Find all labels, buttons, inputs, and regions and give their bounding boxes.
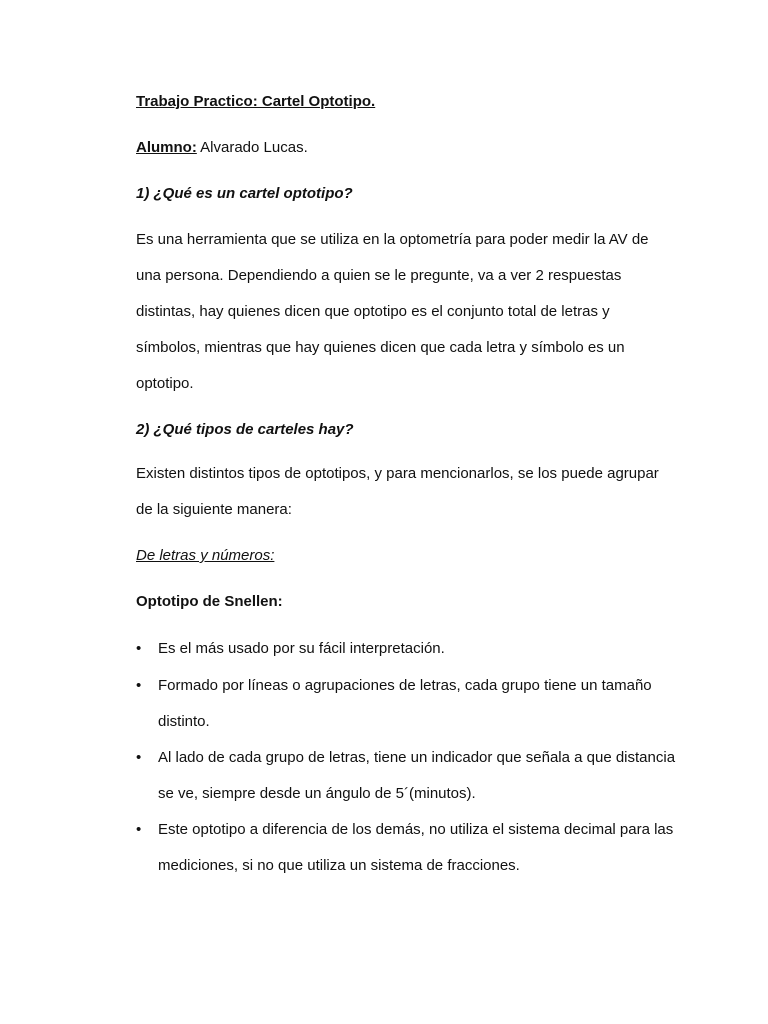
list-item-text: distinto. [158, 713, 210, 730]
q2-paragraph-line: de la siguiente manera: [136, 501, 292, 518]
q1-paragraph-line: Es una herramienta que se utiliza en la optometría para poder medir la AV de [136, 231, 649, 248]
bullet-icon: • [136, 640, 142, 657]
q1-paragraph-line: una persona. Dependiendo a quien se le pregunte, va a ver 2 respuestas [136, 267, 622, 284]
subsection-heading: Optotipo de Snellen: [136, 593, 283, 610]
section-heading: De letras y números: [136, 547, 275, 564]
q1-paragraph-line: símbolos, mientras que hay quienes dicen que cada letra y símbolo es un [136, 339, 625, 356]
question-1-heading: 1) ¿Qué es un cartel optotipo? [136, 185, 353, 202]
list-item-text: Este optotipo a diferencia de los demás, no utiliza el sistema decimal para las [158, 821, 674, 838]
list-item-text: Formado por líneas o agrupaciones de letras, cada grupo tiene un tamaño [158, 677, 652, 694]
question-2-heading: 2) ¿Qué tipos de carteles hay? [136, 421, 354, 438]
bullet-icon: • [136, 749, 142, 766]
student-name: Alvarado Lucas. [196, 139, 308, 156]
list-item-text: se ve, siempre desde un ángulo de 5´(minutos). [158, 785, 476, 802]
list-item-text: mediciones, si no que utiliza un sistema de fracciones. [158, 857, 520, 874]
bullet-icon: • [136, 677, 142, 694]
q1-paragraph-line: distintas, hay quienes dicen que optotipo es el conjunto total de letras y [136, 303, 610, 320]
student-label: Alumno: [136, 139, 197, 156]
q2-paragraph-line: Existen distintos tipos de optotipos, y para mencionarlos, se los puede agrupar [136, 465, 659, 482]
bullet-icon: • [136, 821, 142, 838]
document-title: Trabajo Practico: Cartel Optotipo. [136, 93, 376, 110]
student-line [136, 138, 308, 158]
list-item-text: Es el más usado por su fácil interpretación. [158, 640, 445, 657]
q1-paragraph-line: optotipo. [136, 375, 194, 392]
list-item-text: Al lado de cada grupo de letras, tiene un indicador que señala a que distancia [158, 749, 676, 766]
